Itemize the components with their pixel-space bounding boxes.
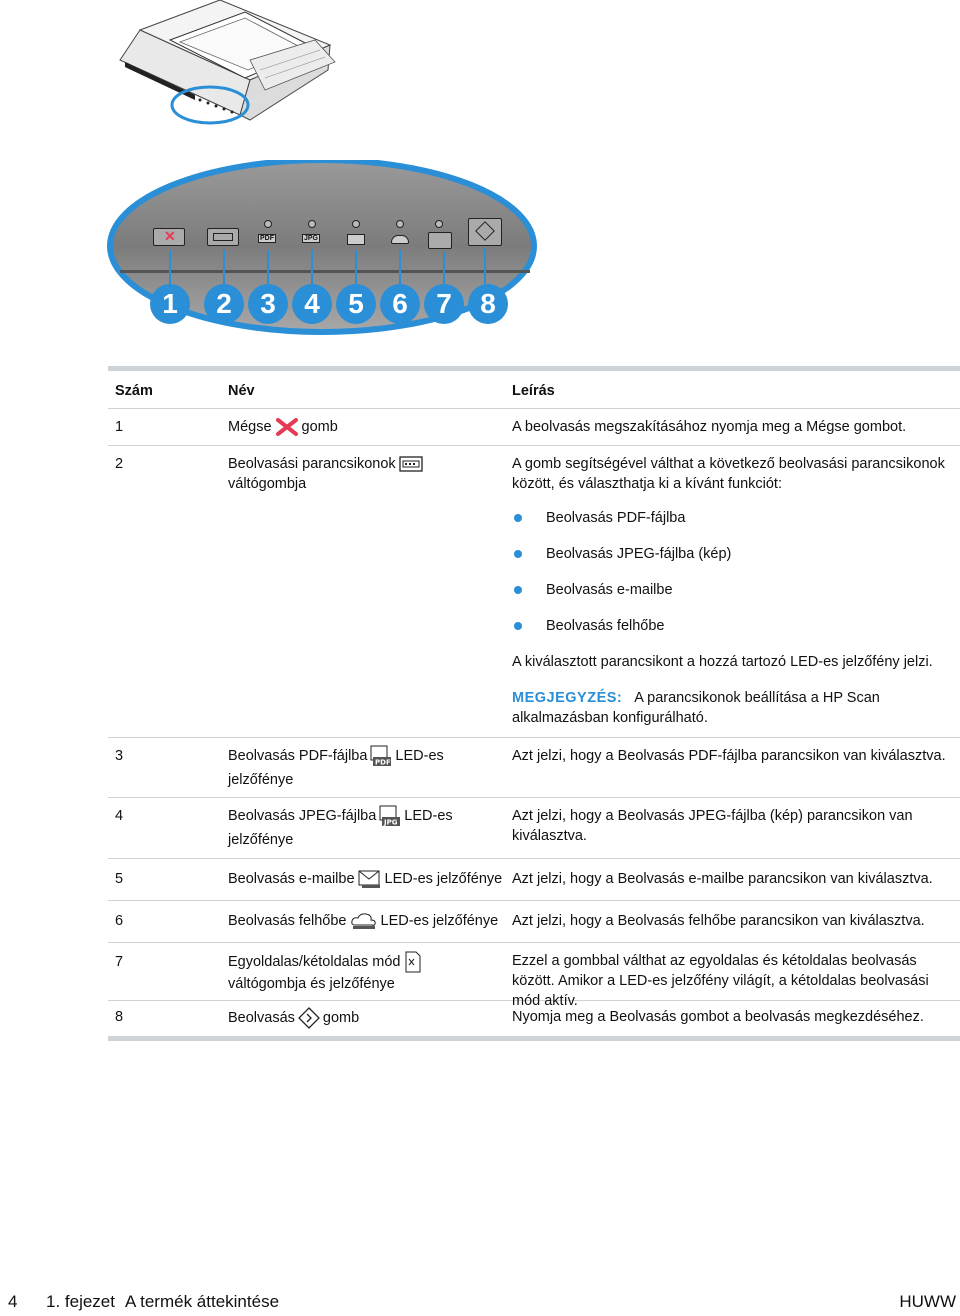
page-number: 4 bbox=[8, 1292, 18, 1311]
scan-icon bbox=[298, 1007, 320, 1029]
header-desc: Leírás bbox=[512, 382, 555, 399]
callout-7: 7 bbox=[424, 284, 464, 324]
jpg-icon: JPG bbox=[304, 235, 319, 242]
scanner-illustration bbox=[100, 0, 360, 135]
svg-text:JPG: JPG bbox=[384, 818, 398, 827]
note-label: MEGJEGYZÉS: bbox=[512, 690, 623, 706]
table-row: 4 Beolvasás JPEG-fájlba JPG LED-es jelzőfénye Azt jelzi, hogy a Beolvasás JPEG-fájlba (kép) parancsikon van kiválasztva. bbox=[108, 798, 960, 859]
page-footer bbox=[0, 1290, 960, 1316]
table-row: 8 Beolvasás gomb Nyomja meg a Beolvasás gombot a beolvasás megkezdéséhez. bbox=[108, 1001, 960, 1036]
shortcut-icon bbox=[399, 456, 423, 472]
cloud-icon bbox=[350, 911, 378, 931]
pdf-icon bbox=[370, 745, 392, 767]
table-header bbox=[108, 371, 960, 409]
header-name: Név bbox=[228, 382, 255, 399]
callout-1: 1 bbox=[150, 284, 190, 324]
table-row: 2 Beolvasási parancsikonok váltógombja A gomb segítségével válthat a következő beolvasási parancsikonok között, és választhatja ki a kívánt funkciót: Beolvasás PDF-fájlba Beolvasás JPEG-fájlba (kép) Beolvasás e-mailbe Beolvasás felhőbe A kiválasztott parancsikont a hozzá tartozó LED-es jelzőfény jelzi. MEGJEGYZÉS: A parancsikonok beállítása a HP Scan alkalmazásban konfigurálható. bbox=[108, 446, 960, 738]
callout-8: 8 bbox=[468, 284, 508, 324]
table-row: 1 Mégse gomb A beolvasás megszakításához nyomja meg a Mégse gombot. bbox=[108, 409, 960, 446]
list-item: Beolvasás felhőbe bbox=[512, 616, 954, 652]
callout-4: 4 bbox=[292, 284, 332, 324]
email-icon bbox=[358, 869, 382, 889]
table-row: 5 Beolvasás e-mailbe LED-es jelzőfénye Azt jelzi, hogy a Beolvasás e-mailbe parancsikon van kiválasztva. bbox=[108, 859, 960, 901]
jpg-icon bbox=[379, 805, 401, 827]
controls-table bbox=[108, 366, 960, 1041]
callout-3: 3 bbox=[248, 284, 288, 324]
svg-text:PDF: PDF bbox=[375, 758, 392, 767]
control-panel-closeup bbox=[100, 160, 550, 355]
list-item: Beolvasás e-mailbe bbox=[512, 580, 954, 616]
cancel-icon bbox=[275, 418, 299, 436]
list-item: Beolvasás PDF-fájlba bbox=[512, 508, 954, 544]
header-num: Szám bbox=[115, 382, 153, 399]
shortcut-list bbox=[512, 508, 954, 652]
table-row: 3 Beolvasás PDF-fájlba PDF LED-es jelzőfénye Azt jelzi, hogy a Beolvasás PDF-fájlba parancsikon van kiválasztva. bbox=[108, 738, 960, 798]
pdf-icon: PDF bbox=[260, 235, 274, 242]
cancel-icon: ✕ bbox=[164, 228, 176, 244]
table-row: 7 Egyoldalas/kétoldalas mód váltógombja és jelzőfénye Ezzel a gombbal válthat az egyoldalas és kétoldalas beolvasás között. Amikor a LED-es jelzőfény világít, a kétoldalas beolvasási mód aktív. bbox=[108, 943, 960, 1001]
callout-2: 2 bbox=[204, 284, 244, 324]
callout-6: 6 bbox=[380, 284, 420, 324]
table-row: 6 Beolvasás felhőbe LED-es jelzőfénye Azt jelzi, hogy a Beolvasás felhőbe parancsikon van kiválasztva. bbox=[108, 901, 960, 943]
callout-5: 5 bbox=[336, 284, 376, 324]
list-item: Beolvasás JPEG-fájlba (kép) bbox=[512, 544, 954, 580]
duplex-icon bbox=[404, 951, 422, 973]
chapter-title: 1. fejezet A termék áttekintése bbox=[46, 1292, 280, 1311]
callout-lines bbox=[100, 160, 550, 355]
locale-marker: HUWW bbox=[899, 1292, 956, 1311]
note: MEGJEGYZÉS: A parancsikonok beállítása a HP Scan alkalmazásban konfigurálható. bbox=[512, 690, 880, 726]
